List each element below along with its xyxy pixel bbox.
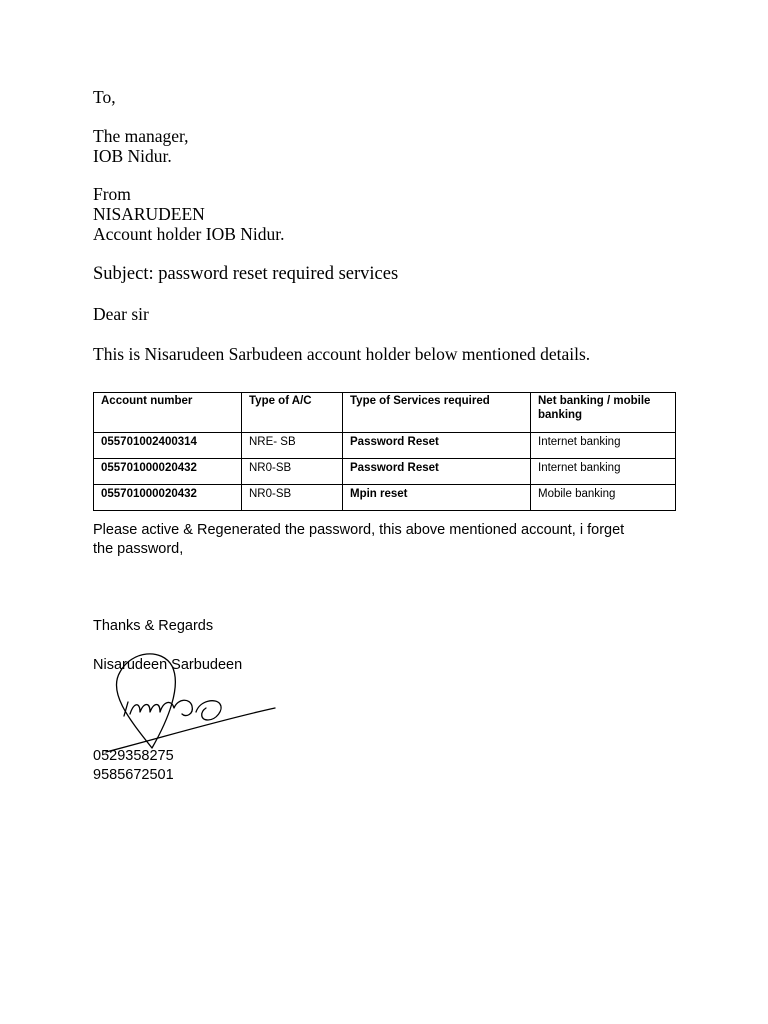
phone-number-1: 0529358275 xyxy=(93,748,174,764)
sender-description: Account holder IOB Nidur. xyxy=(93,224,285,244)
table-row xyxy=(94,485,676,511)
intro-paragraph: This is Nisarudeen Sarbudeen account holder below mentioned details. xyxy=(93,344,591,364)
to-label: To, xyxy=(93,87,116,107)
salutation: Dear sir xyxy=(93,304,149,324)
recipient-line-1: The manager, xyxy=(93,126,189,146)
header-service-type: Type of Services required xyxy=(343,393,531,433)
thanks-regards: Thanks & Regards xyxy=(93,618,214,634)
table-row xyxy=(94,433,676,459)
account-details-table xyxy=(93,392,676,511)
account-type-cell: NRE- SB xyxy=(242,433,343,459)
account-type-cell: NR0-SB xyxy=(242,459,343,485)
phone-number-2: 9585672501 xyxy=(93,767,174,783)
header-account-type: Type of A/C xyxy=(242,393,343,433)
banking-channel-cell: Mobile banking xyxy=(531,485,676,511)
sender-name: NISARUDEEN xyxy=(93,204,205,224)
recipient-line-2: IOB Nidur. xyxy=(93,146,172,166)
from-label: From xyxy=(93,184,131,204)
header-banking-channel: Net banking / mobile banking xyxy=(531,393,676,433)
account-number-cell: 055701000020432 xyxy=(94,485,242,511)
header-account-number: Account number xyxy=(94,393,242,433)
subject-line: Subject: password reset required services xyxy=(93,264,399,284)
banking-channel-cell: Internet banking xyxy=(531,459,676,485)
service-type-cell: Password Reset xyxy=(343,459,531,485)
account-type-cell: NR0-SB xyxy=(242,485,343,511)
signatory-name: Nisarudeen Sarbudeen xyxy=(93,657,243,673)
service-type-cell: Password Reset xyxy=(343,433,531,459)
table-row xyxy=(94,459,676,485)
handwritten-signature xyxy=(100,640,290,760)
account-number-cell: 055701002400314 xyxy=(94,433,242,459)
request-line-1: Please active & Regenerated the password, this above mentioned account, i forget xyxy=(93,522,625,538)
service-type-cell: Mpin reset xyxy=(343,485,531,511)
banking-channel-cell: Internet banking xyxy=(531,433,676,459)
account-number-cell: 055701000020432 xyxy=(94,459,242,485)
table-header-row xyxy=(94,393,676,433)
request-line-2: the password, xyxy=(93,541,184,557)
